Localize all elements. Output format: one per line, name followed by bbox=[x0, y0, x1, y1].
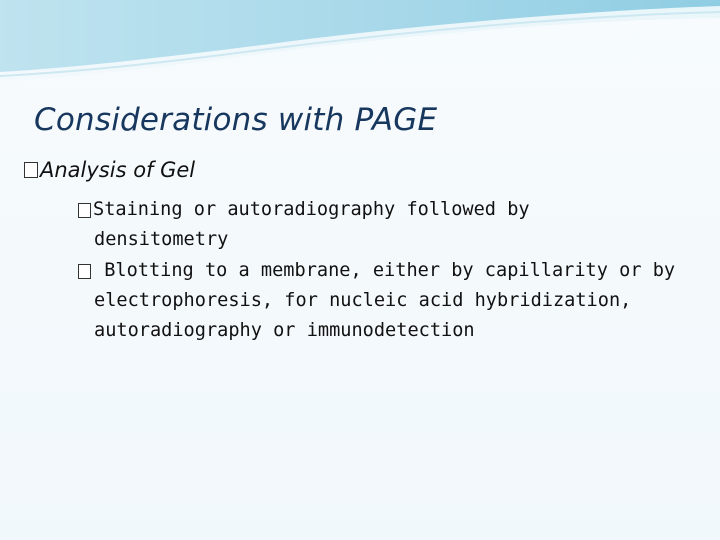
bullet-level1-text: Analysis of Gel bbox=[40, 158, 196, 182]
slide-title: Considerations with PAGE bbox=[34, 102, 438, 138]
checkbox-bullet-icon bbox=[24, 162, 38, 178]
bullet-level2-staining bbox=[78, 195, 530, 255]
bullet-line: autoradiography or immunodetection bbox=[94, 320, 475, 341]
bullet-line: electrophoresis, for nucleic acid hybridization, bbox=[94, 290, 632, 311]
bullet-line: densitometry bbox=[94, 229, 229, 250]
bullet-level1 bbox=[24, 158, 195, 182]
bullet-level2-blotting bbox=[78, 256, 675, 346]
checkbox-bullet-icon bbox=[78, 203, 91, 218]
bullet-line: Staining or autoradiography followed by bbox=[93, 199, 530, 220]
checkbox-bullet-icon bbox=[78, 264, 91, 279]
bullet-line: Blotting to a membrane, either by capillarity or by bbox=[93, 260, 676, 281]
